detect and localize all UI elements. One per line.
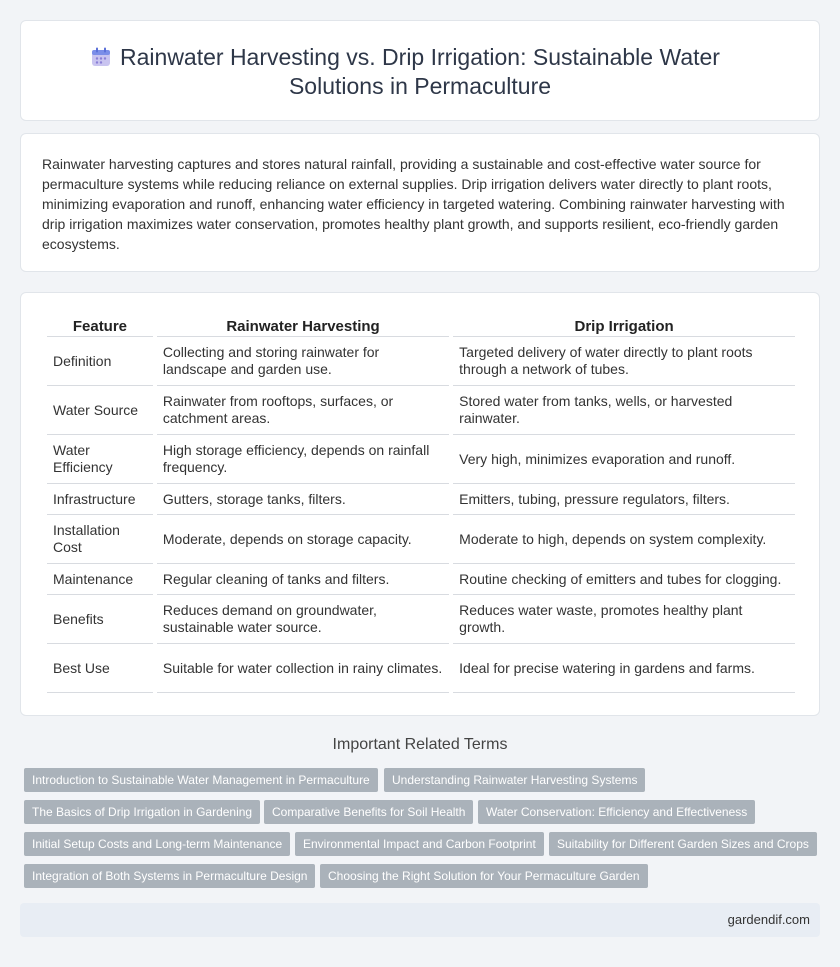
- related-term-tag[interactable]: Choosing the Right Solution for Your Permaculture Garden: [320, 864, 648, 888]
- drip-cell: Routine checking of emitters and tubes for clogging.: [453, 564, 795, 595]
- rainwater-cell: Rainwater from rooftops, surfaces, or catchment areas.: [157, 386, 449, 435]
- page-title: Rainwater Harvesting vs. Drip Irrigation: Sustainable Water Solutions in Permaculture: [120, 44, 720, 99]
- feature-cell: Water Source: [47, 386, 153, 435]
- table-row: [47, 595, 795, 644]
- drip-cell: Emitters, tubing, pressure regulators, filters.: [453, 484, 795, 515]
- feature-cell: Best Use: [47, 644, 153, 693]
- rainwater-cell: Moderate, depends on storage capacity.: [157, 515, 449, 564]
- table-row: [47, 484, 795, 515]
- table-row: [47, 564, 795, 595]
- related-term-tag[interactable]: Introduction to Sustainable Water Management in Permaculture: [24, 768, 378, 792]
- rainwater-cell: High storage efficiency, depends on rainfall frequency.: [157, 435, 449, 484]
- header-rainwater: Rainwater Harvesting: [157, 315, 449, 337]
- feature-cell: Water Efficiency: [47, 435, 153, 484]
- table-row: [47, 644, 795, 693]
- drip-cell: Stored water from tanks, wells, or harvested rainwater.: [453, 386, 795, 435]
- rainwater-cell: Collecting and storing rainwater for landscape and garden use.: [157, 337, 449, 386]
- table-row: [47, 386, 795, 435]
- drip-cell: Moderate to high, depends on system complexity.: [453, 515, 795, 564]
- table-header-row: [47, 315, 795, 337]
- rainwater-cell: Reduces demand on groundwater, sustainable water source.: [157, 595, 449, 644]
- drip-cell: Very high, minimizes evaporation and runoff.: [453, 435, 795, 484]
- drip-cell: Reduces water waste, promotes healthy plant growth.: [453, 595, 795, 644]
- related-term-tag[interactable]: Comparative Benefits for Soil Health: [264, 800, 473, 824]
- rainwater-cell: Gutters, storage tanks, filters.: [157, 484, 449, 515]
- related-term-tag[interactable]: The Basics of Drip Irrigation in Gardening: [24, 800, 260, 824]
- drip-cell: Ideal for precise watering in gardens and farms.: [453, 644, 795, 693]
- feature-cell: Installation Cost: [47, 515, 153, 564]
- footer: [20, 903, 820, 937]
- rainwater-cell: Regular cleaning of tanks and filters.: [157, 564, 449, 595]
- related-terms-title: Important Related Terms: [332, 736, 508, 753]
- feature-cell: Benefits: [47, 595, 153, 644]
- drip-cell: Targeted delivery of water directly to plant roots through a network of tubes.: [453, 337, 795, 386]
- related-term-tag[interactable]: Initial Setup Costs and Long-term Maintenance: [24, 832, 290, 856]
- feature-cell: Maintenance: [47, 564, 153, 595]
- feature-cell: Definition: [47, 337, 153, 386]
- feature-cell: Infrastructure: [47, 484, 153, 515]
- comparison-table: [43, 315, 799, 693]
- table-row: [47, 435, 795, 484]
- site-name[interactable]: gardendif.com: [727, 912, 810, 927]
- rainwater-cell: Suitable for water collection in rainy climates.: [157, 644, 449, 693]
- table-row: [47, 337, 795, 386]
- related-term-tag[interactable]: Environmental Impact and Carbon Footprint: [295, 832, 544, 856]
- title-card: [20, 20, 820, 121]
- table-row: [47, 515, 795, 564]
- related-term-tag[interactable]: Suitability for Different Garden Sizes and Crops: [549, 832, 817, 856]
- intro-paragraph: Rainwater harvesting captures and stores natural rainfall, providing a sustainable and cost-effective water source for permaculture systems while reducing reliance on external supplies. Drip irrigation delivers water directly to plant roots, minimizing evaporation and runoff, enhancing water efficiency in targeted watering. Combining rainwater harvesting with drip irrigation maximizes water conservation, promotes healthy plant growth, and supports resilient, eco-friendly garden ecosystems.: [42, 156, 785, 252]
- related-term-tag[interactable]: Water Conservation: Efficiency and Effectiveness: [478, 800, 755, 824]
- comparison-card: [20, 292, 820, 716]
- header-drip: Drip Irrigation: [453, 315, 795, 337]
- related-term-tag[interactable]: Understanding Rainwater Harvesting Systems: [384, 768, 645, 792]
- related-term-tag[interactable]: Integration of Both Systems in Permaculture Design: [24, 864, 315, 888]
- header-feature: Feature: [47, 315, 153, 337]
- intro-card: [20, 133, 820, 272]
